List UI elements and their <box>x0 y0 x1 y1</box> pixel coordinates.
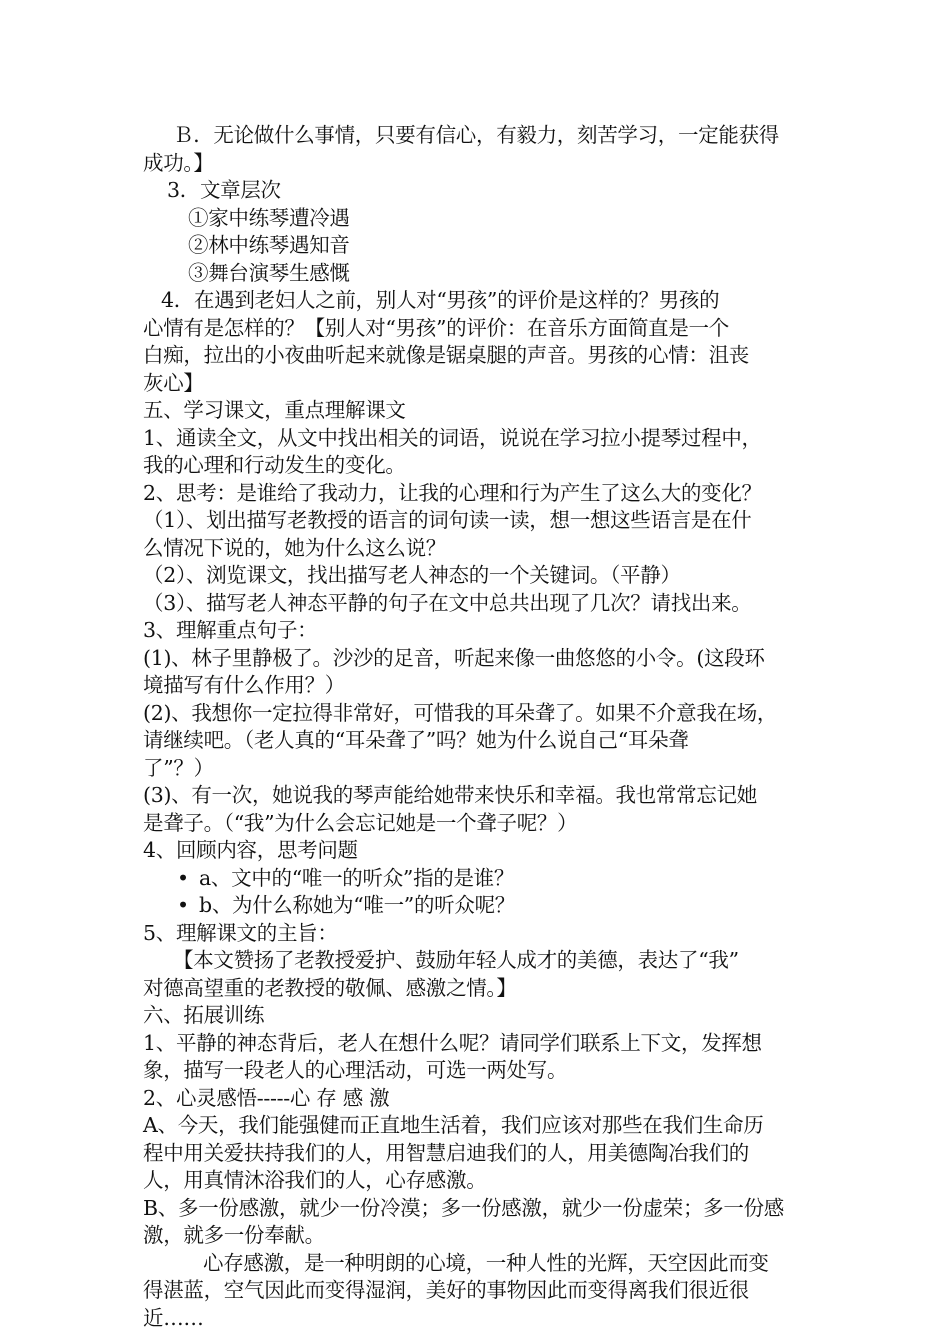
text-line: 1、通读全文，从文中找出相关的词语，说说在学习拉小提琴过程中， <box>143 425 762 450</box>
text-line: (1)、林子里静极了。沙沙的足音，听起来像一曲悠悠的小令。(这段环 <box>143 645 765 670</box>
list-item: ③舞台演琴生感慨 <box>188 260 350 285</box>
text-line: Ｂ．无论做什么事情，只要有信心，有毅力，刻苦学习，一定能获得 <box>173 123 779 147</box>
section-heading: 3、理解重点句子： <box>143 618 318 642</box>
bullet-item <box>143 865 815 893</box>
document-body <box>143 122 815 1332</box>
text-line: 境描写有什么作用？） <box>143 673 345 697</box>
text-line: 2、思考：是谁给了我动力，让我的心理和行为产生了这么大的变化？ <box>143 480 762 505</box>
text-line: 请继续吧。（老人真的“耳朵聋了”吗？她为什么说自己“耳朵聋 <box>143 728 689 752</box>
text-line: 2、心灵感悟-----心 存 感 激 <box>143 1085 390 1110</box>
text-line: 4．在遇到老妇人之前，别人对“男孩”的评价是这样的？男孩的 <box>161 288 720 312</box>
text-line: 是聋子。（“我”为什么会忘记她是一个聋子呢？） <box>143 810 578 835</box>
text-line: 1、平静的神态背后，老人在想什么呢？请同学们联系上下文，发挥想 <box>143 1030 762 1055</box>
text-line: 对德高望重的老教授的敬佩、感激之情。】 <box>143 975 517 1000</box>
text-line: 激，就多一份奉献。 <box>143 1223 325 1247</box>
text-line: 成功。】 <box>143 150 214 175</box>
bullet-icon: • <box>177 893 189 917</box>
text-line: 白痴，拉出的小夜曲听起来就像是锯桌腿的声音。男孩的心情：沮丧 <box>143 343 749 367</box>
text-line: （2）、浏览课文，找出描写老人神态的一个关键词。（平静） <box>143 563 681 587</box>
text-line: (2)、我想你一定拉得非常好，可惜我的耳朵聋了。如果不介意我在场， <box>143 700 778 725</box>
section-heading: 4、回顾内容，思考问题 <box>143 838 358 862</box>
text-line: 我的心理和行动发生的变化。 <box>143 453 406 477</box>
text-line: （1）、划出描写老教授的语言的词句读一读，想一想这些语言是在什 <box>143 508 752 532</box>
text-line: B、多一份感激，就少一份冷漠；多一份感激，就少一份虚荣；多一份感 <box>143 1195 784 1220</box>
text-line: 程中用关爱扶持我们的人，用智慧启迪我们的人，用美德陶冶我们的 <box>143 1140 749 1165</box>
section-heading: 5、理解课文的主旨： <box>143 920 338 945</box>
text-line: 近…… <box>143 1305 204 1330</box>
text-line: 么情况下说的，她为什么这么说？ <box>143 535 446 560</box>
text-line: 了”？） <box>143 755 214 780</box>
text-line: 人，用真情沐浴我们的人，心存感激。 <box>143 1168 487 1192</box>
text-line: A、今天，我们能强健而正直地生活着，我们应该对那些在我们生命历 <box>143 1113 764 1137</box>
section-heading: 六、拓展训练 <box>143 1003 265 1027</box>
list-item: ②林中练琴遇知音 <box>188 233 350 257</box>
text-line: 【本文赞扬了老教授爱护、鼓励年轻人成才的美德，表达了“我” <box>173 948 739 972</box>
section-heading: 五、学习课文，重点理解课文 <box>143 398 406 422</box>
bullet-icon: • <box>177 865 189 890</box>
list-item: ①家中练琴遭冷遇 <box>188 205 350 230</box>
text-line: 得湛蓝，空气因此而变得湿润，美好的事物因此而变得离我们很近很 <box>143 1278 749 1302</box>
bullet-text: a、文中的“唯一的听众”指的是谁？ <box>199 865 515 890</box>
bullet-text: b、为什么称她为“唯一”的听众呢？ <box>199 893 515 917</box>
bullet-item <box>143 892 815 920</box>
text-line: 心情有是怎样的？【别人对“男孩”的评价：在音乐方面简直是一个 <box>143 315 729 340</box>
text-line: （3）、描写老人神态平静的句子在文中总共出现了几次？请找出来。 <box>143 590 752 615</box>
text-line: 象，描写一段老人的心理活动，可选一两处写。 <box>143 1058 568 1082</box>
text-line: (3)、有一次，她说我的琴声能给她带来快乐和幸福。我也常常忘记她 <box>143 783 757 807</box>
text-line: 心存感激，是一种明朗的心境，一种人性的光辉，天空因此而变 <box>203 1250 769 1275</box>
section-heading: 3．文章层次 <box>167 178 281 202</box>
text-line: 灰心】 <box>143 370 204 395</box>
